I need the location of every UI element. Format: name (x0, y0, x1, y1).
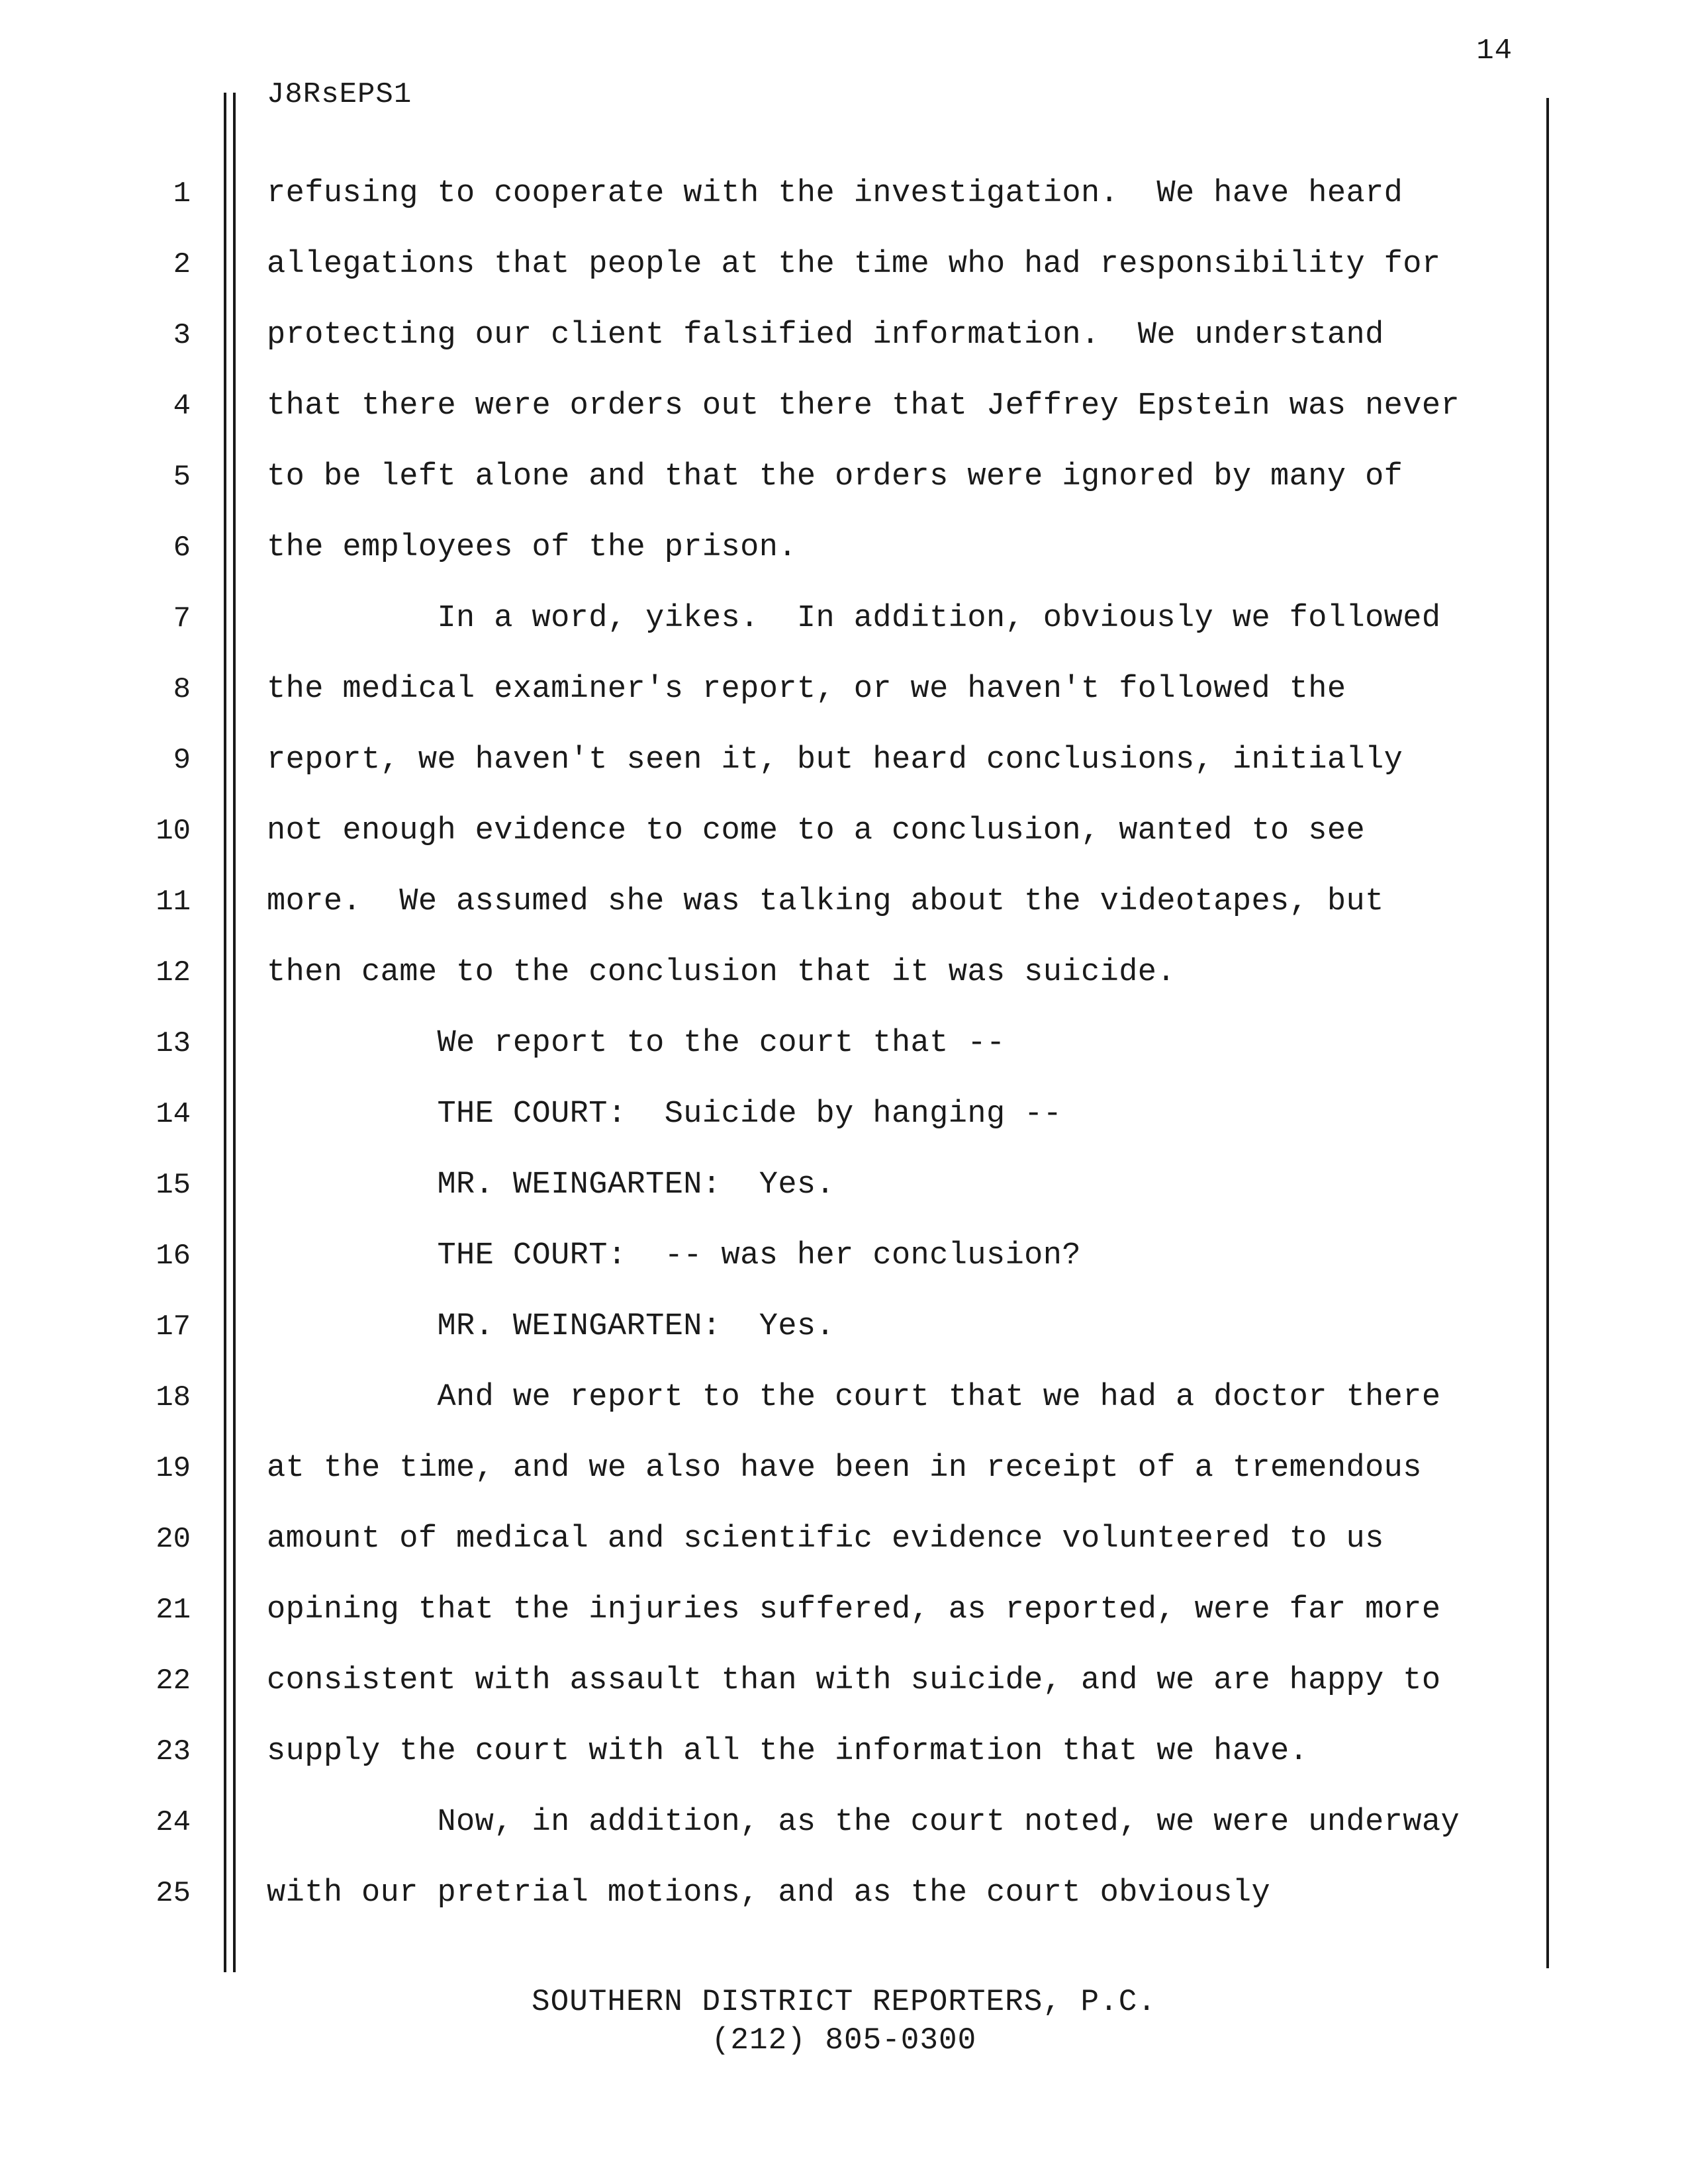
transcript-body (0, 171, 1688, 1941)
transcript-line (0, 808, 1688, 879)
transcript-line (0, 1304, 1688, 1375)
line-text: THE COURT: -- was her conclusion? (267, 1238, 1081, 1273)
transcript-line (0, 1021, 1688, 1091)
transcript-line (0, 454, 1688, 525)
line-text: THE COURT: Suicide by hanging -- (267, 1097, 1062, 1132)
transcript-line (0, 1162, 1688, 1233)
line-text: We report to the court that -- (267, 1026, 1006, 1061)
line-text: the medical examiner's report, or we haven't followed the (267, 672, 1346, 707)
line-number: 17 (156, 1310, 191, 1343)
line-text: to be left alone and that the orders were ignored by many of (267, 459, 1403, 494)
line-text: more. We assumed she was talking about the videotapes, but (267, 884, 1384, 919)
line-number: 11 (156, 886, 191, 919)
transcript-line (0, 1445, 1688, 1516)
line-text: the employees of the prison. (267, 530, 797, 565)
line-number: 3 (173, 319, 191, 352)
line-text: allegations that people at the time who had responsibility for (267, 247, 1441, 282)
transcript-line (0, 1870, 1688, 1941)
line-text: consistent with assault than with suicide, and we are happy to (267, 1663, 1441, 1698)
line-number: 16 (156, 1240, 191, 1273)
line-text: amount of medical and scientific evidence volunteered to us (267, 1522, 1384, 1557)
transcript-line (0, 383, 1688, 454)
line-number: 19 (156, 1452, 191, 1485)
line-number: 22 (156, 1664, 191, 1698)
line-text: then came to the conclusion that it was suicide. (267, 955, 1176, 990)
line-text: refusing to cooperate with the investigation. We have heard (267, 176, 1403, 211)
line-text: MR. WEINGARTEN: Yes. (267, 1167, 835, 1203)
line-text: report, we haven't seen it, but heard conclusions, initially (267, 743, 1403, 778)
transcript-line (0, 171, 1688, 242)
line-text: Now, in addition, as the court noted, we were underway (267, 1805, 1460, 1840)
line-number: 8 (173, 673, 191, 706)
line-number: 6 (173, 531, 191, 565)
line-number: 15 (156, 1169, 191, 1202)
transcript-line (0, 879, 1688, 950)
line-number: 9 (173, 744, 191, 777)
line-number: 1 (173, 177, 191, 210)
line-text: with our pretrial motions, and as the court obviously (267, 1876, 1271, 1911)
line-number: 12 (156, 956, 191, 989)
line-number: 5 (173, 461, 191, 494)
line-number: 7 (173, 602, 191, 635)
transcript-line (0, 1799, 1688, 1870)
document-code: J8RsEPS1 (267, 78, 412, 111)
line-number: 13 (156, 1027, 191, 1060)
transcript-line (0, 1658, 1688, 1729)
transcript-line (0, 666, 1688, 737)
line-text: MR. WEINGARTEN: Yes. (267, 1309, 835, 1344)
line-text: at the time, and we also have been in receipt of a tremendous (267, 1451, 1422, 1486)
line-number: 24 (156, 1806, 191, 1839)
line-number: 25 (156, 1877, 191, 1910)
line-text: In a word, yikes. In addition, obviously we followed (267, 601, 1441, 636)
reporter-phone: (212) 805-0300 (711, 2023, 977, 2058)
line-number: 21 (156, 1594, 191, 1627)
transcript-line (0, 1091, 1688, 1162)
line-text: that there were orders out there that Jeffrey Epstein was never (267, 388, 1460, 424)
line-text: not enough evidence to come to a conclusion, wanted to see (267, 813, 1366, 848)
line-text: supply the court with all the information that we have. (267, 1734, 1309, 1769)
transcript-line (0, 1729, 1688, 1799)
line-number: 23 (156, 1735, 191, 1768)
line-number: 4 (173, 390, 191, 423)
reporter-name: SOUTHERN DISTRICT REPORTERS, P.C. (532, 1985, 1156, 2019)
transcript-line (0, 1516, 1688, 1587)
transcript-line (0, 312, 1688, 383)
transcript-line (0, 950, 1688, 1021)
transcript-line (0, 1233, 1688, 1304)
line-number: 14 (156, 1098, 191, 1131)
line-text: opining that the injuries suffered, as reported, were far more (267, 1592, 1441, 1627)
reporter-footer (0, 1983, 1688, 2060)
transcript-line (0, 1587, 1688, 1658)
transcript-line (0, 1375, 1688, 1445)
line-number: 20 (156, 1523, 191, 1556)
line-number: 18 (156, 1381, 191, 1414)
transcript-line (0, 525, 1688, 596)
line-text: And we report to the court that we had a doctor there (267, 1380, 1441, 1415)
transcript-line (0, 242, 1688, 312)
transcript-line (0, 737, 1688, 808)
line-number: 2 (173, 248, 191, 281)
transcript-line (0, 596, 1688, 666)
page-number: 14 (1476, 34, 1513, 68)
line-text: protecting our client falsified information. We understand (267, 318, 1384, 353)
line-number: 10 (156, 815, 191, 848)
